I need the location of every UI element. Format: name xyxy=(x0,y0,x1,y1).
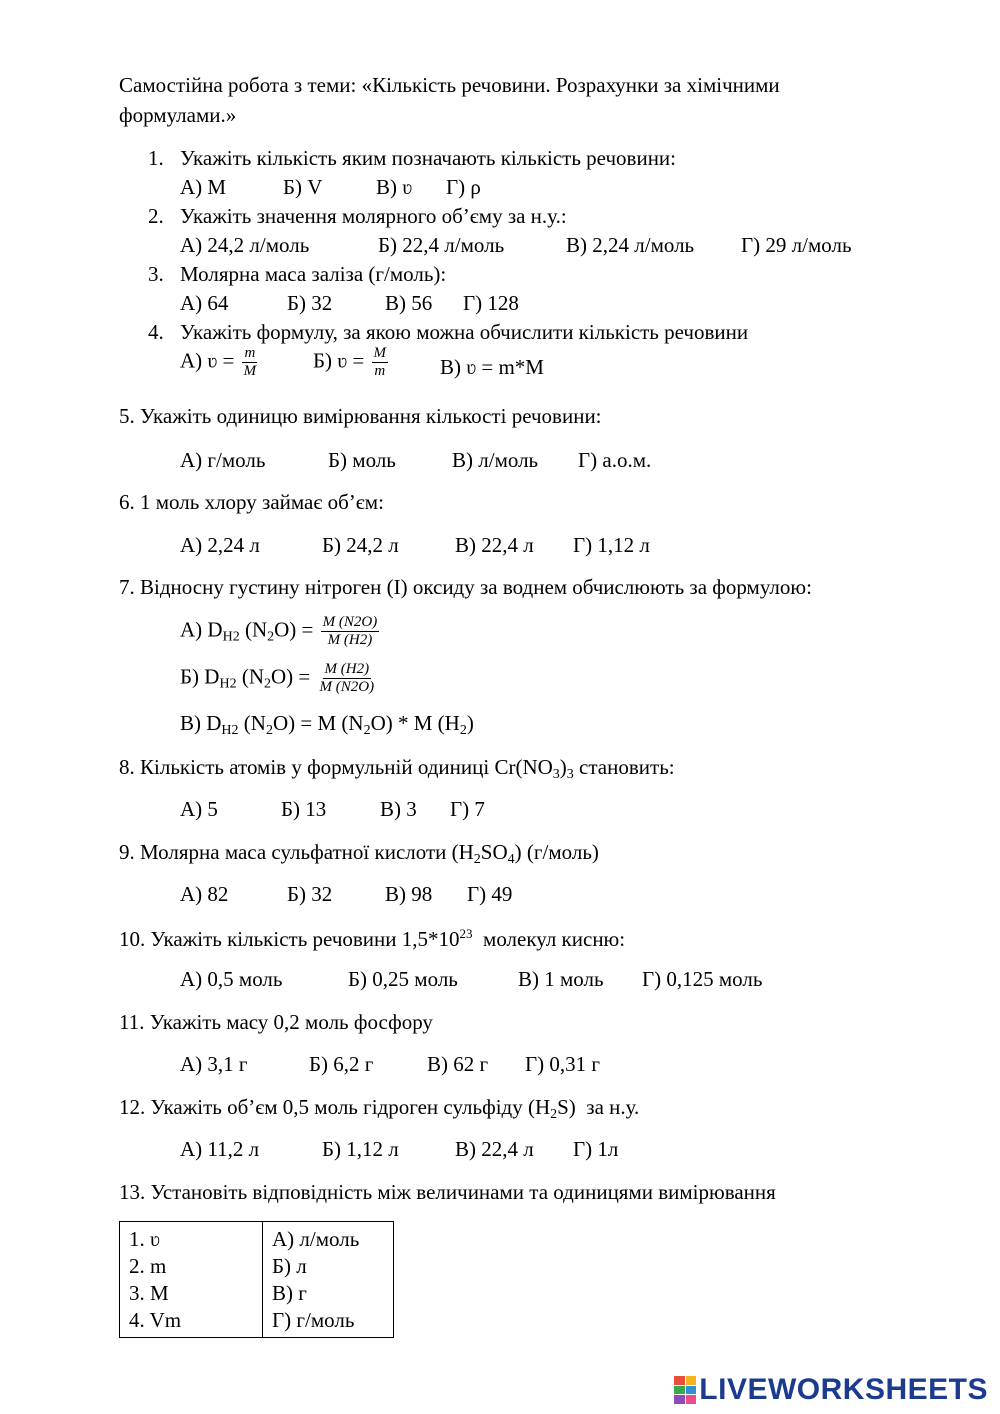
option-d[interactable]: Г) 128 xyxy=(463,291,519,315)
option-d[interactable]: Г) 0,125 моль xyxy=(642,967,763,991)
option-d[interactable]: Г) 7 xyxy=(450,797,485,821)
list-item: 4. Vm xyxy=(129,1308,182,1332)
option-c[interactable]: В) 1 моль xyxy=(518,967,604,991)
fraction-mh2-over-mn2o: $\frac{M (H2)}{M (N2O)}$ xyxy=(319,661,375,695)
option-a[interactable]: А) 11,2 л xyxy=(180,1137,260,1161)
option-b-prefix: Б) ʋ = xyxy=(313,348,365,373)
q12-text: 12. Укажіть об’єм 0,5 моль гідроген сульфіду $(H_2S)$ за н.у. xyxy=(119,1095,640,1122)
option-b[interactable]: Б) 6,2 г xyxy=(309,1052,374,1076)
option-a[interactable]: А) г/моль xyxy=(180,448,266,472)
option-c[interactable]: В) ʋ = m*M xyxy=(440,355,544,379)
list-item: В) г xyxy=(272,1281,307,1305)
fraction-M-over-m: $\frac{M}{m}$ xyxy=(373,345,387,379)
q3-text: Молярна маса заліза (г/моль): xyxy=(180,262,447,286)
option-d[interactable]: Г) 1л xyxy=(573,1137,619,1161)
option-d[interactable]: Г) 29 л/моль xyxy=(741,233,852,257)
list-item: 2. m xyxy=(129,1254,167,1278)
option-c[interactable]: В) 2,24 л/моль xyxy=(566,233,695,257)
q9-text: 9. Молярна маса сульфатної кислоти $(H_2SO_4)$ (г/моль) xyxy=(119,840,599,867)
q10-text: 10. Укажіть кількість речовини $1,5*10^{23}$ молекул кисню: xyxy=(119,926,626,951)
option-b[interactable]: Б) 1,12 л xyxy=(322,1137,399,1161)
table-row xyxy=(120,1222,394,1338)
list-item: А) л/моль xyxy=(272,1227,360,1251)
list-item: Б) л xyxy=(272,1254,307,1278)
units-column xyxy=(263,1222,394,1338)
option-b[interactable]: Б) моль xyxy=(328,448,396,472)
option-c[interactable]: В) 62 г xyxy=(427,1052,489,1076)
quantities-column xyxy=(120,1222,263,1338)
option-a[interactable]: А) 24,2 л/моль xyxy=(180,233,310,257)
q11-text: 11. Укажіть масу 0,2 моль фосфору xyxy=(119,1010,433,1034)
option-a[interactable]: А) 0,5 моль xyxy=(180,967,283,991)
option-a[interactable] xyxy=(180,346,258,379)
option-d[interactable]: Г) а.о.м. xyxy=(578,448,652,472)
q3-number: 3. xyxy=(148,262,164,286)
option-a-prefix: А) ʋ = xyxy=(180,348,235,373)
q6-text: 6. 1 моль хлору займає об’єм: xyxy=(119,490,384,514)
q4-number: 4. xyxy=(148,320,164,344)
option-d[interactable]: Г) 1,12 л xyxy=(573,533,650,557)
option-d[interactable]: Г) ρ xyxy=(446,175,481,199)
option-d[interactable]: Г) 0,31 г xyxy=(525,1052,600,1076)
option-c[interactable]: В) 22,4 л xyxy=(455,1137,534,1161)
option-c[interactable]: В) 22,4 л xyxy=(455,533,534,557)
option-b[interactable]: Б) 24,2 л xyxy=(322,533,399,557)
title-line-1: Самостійна робота з теми: «Кількість речовини. Розрахунки за хімічними xyxy=(119,73,780,97)
q2-number: 2. xyxy=(148,204,164,228)
option-a[interactable]: А) $D_{H2}$ $(N_2O)$ = $\frac{M (N2O)}{M (H2)}$ xyxy=(180,614,378,648)
option-b[interactable]: Б) $D_{H2}$ $(N_2O)$ = $\frac{M (H2)}{M (N2O)}$ xyxy=(180,661,375,695)
option-c[interactable]: В) 98 xyxy=(385,882,433,906)
option-b[interactable]: Б) 22,4 л/моль xyxy=(378,233,505,257)
fraction-mn2o-over-mh2: $\frac{M (N2O)}{M (H2)}$ xyxy=(322,614,378,648)
option-b[interactable] xyxy=(313,346,388,379)
list-item: 3. M xyxy=(129,1281,169,1305)
option-b[interactable]: Б) 0,25 моль xyxy=(348,967,458,991)
liveworksheets-logo-icon xyxy=(674,1376,696,1404)
option-c[interactable]: В) $D_{H2}$ $(N_2O) = M$ $(N_2O)$ * M $(H_2)$ xyxy=(180,711,474,738)
option-b[interactable]: Б) 32 xyxy=(287,291,333,315)
q7-text: 7. Відносну густину нітроген (I) оксиду за воднем обчислюють за формулою: xyxy=(119,575,812,599)
list-item: Г) г/моль xyxy=(272,1308,355,1332)
option-b[interactable]: Б) 32 xyxy=(287,882,333,906)
option-a[interactable]: А) 64 xyxy=(180,291,229,315)
matching-table xyxy=(119,1221,394,1338)
q2-text: Укажіть значення молярного об’єму за н.у.: xyxy=(180,204,567,228)
option-c[interactable]: В) 56 xyxy=(385,291,433,315)
option-c[interactable]: В) ʋ xyxy=(376,175,413,199)
q5-text: 5. Укажіть одиницю вимірювання кількості речовини: xyxy=(119,404,602,428)
list-item: 1. ʋ xyxy=(129,1227,160,1251)
q1-number: 1. xyxy=(148,146,164,170)
option-a[interactable]: А) 5 xyxy=(180,797,218,821)
q4-text: Укажіть формулу, за якою можна обчислити кількість речовини xyxy=(180,320,749,344)
option-b[interactable]: Б) V xyxy=(283,175,323,199)
option-a[interactable]: А) 82 xyxy=(180,882,229,906)
fraction-m-over-M: $\frac{m}{M}$ xyxy=(243,345,257,379)
q1-text: Укажіть кількість яким позначають кількість речовини: xyxy=(180,146,677,170)
title-line-2: формулами.» xyxy=(119,103,237,127)
liveworksheets-logo-text: LIVEWORKSHEETS xyxy=(699,1373,988,1406)
option-c[interactable]: В) л/моль xyxy=(452,448,539,472)
q8-text: 8. Кількість атомів у формульній одиниці $Cr(NO_3)_3$ становить: xyxy=(119,755,675,782)
option-d[interactable]: Г) 49 xyxy=(467,882,513,906)
q13-text: 13. Установіть відповідність між величинами та одиницями вимірювання xyxy=(119,1180,776,1204)
option-b[interactable]: Б) 13 xyxy=(281,797,327,821)
option-a[interactable]: А) 3,1 г xyxy=(180,1052,248,1076)
liveworksheets-logo xyxy=(674,1373,988,1407)
option-c[interactable]: В) 3 xyxy=(380,797,417,821)
option-a[interactable]: А) M xyxy=(180,175,227,199)
option-a[interactable]: А) 2,24 л xyxy=(180,533,260,557)
